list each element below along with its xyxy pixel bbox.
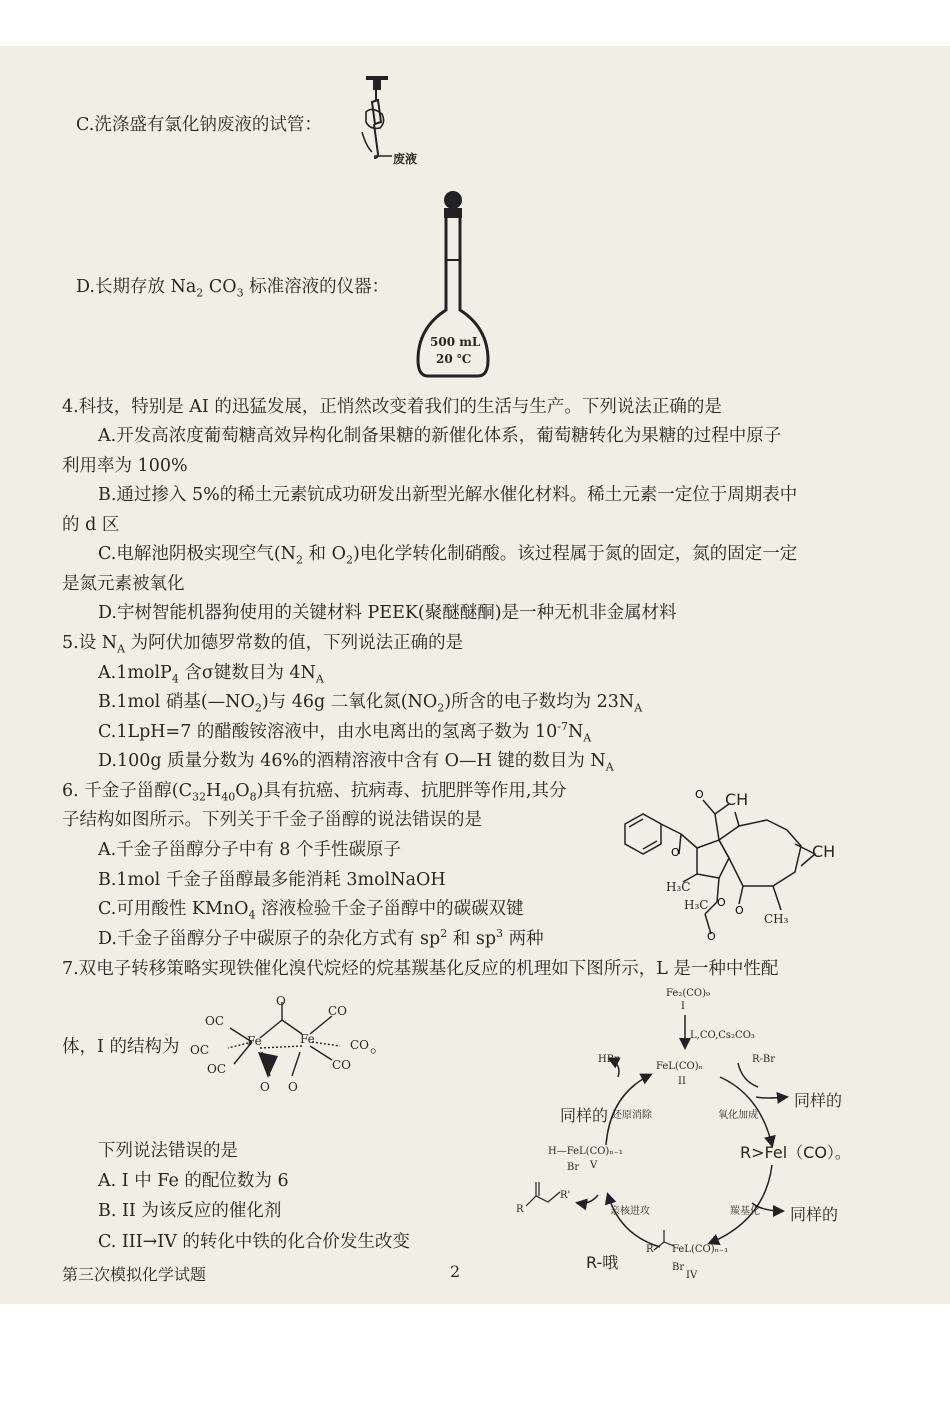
q6-stem-cont: 子结构如图所示。下列关于千金子甾醇的说法错误的是 <box>62 810 482 830</box>
cycle-hbr: HBr <box>598 1054 619 1065</box>
overlay-annotation-5: R-哦 <box>586 1253 619 1272</box>
fe-label-oc-1: OC <box>205 1014 225 1028</box>
q5-option-b: B.1mol 硝基$(—NO_2)$与 46g 二氧化氮$(NO_2)$所含的电子数均为 $23N_A$ <box>98 692 643 715</box>
q5-option-a: A.1molP$_4$ 含σ键数目为 $4N_A$ <box>98 663 324 686</box>
fe-label-oc-3: OC <box>207 1062 227 1076</box>
fe-label-o-bridge: O <box>276 994 286 1008</box>
cycle-reductive-elimination: 还原消除 <box>612 1110 652 1121</box>
q7-stem-cont-a: 体，I 的结构为 <box>62 1037 180 1057</box>
cycle-reagents: L,CO,Cs₂CO₃ <box>690 1030 755 1041</box>
fe-label-o-2: O <box>260 1080 270 1094</box>
cycle-iv-br: Br <box>672 1262 685 1273</box>
svg-text:O: O <box>735 904 744 917</box>
flask-volume-label: 500 mL <box>430 335 481 349</box>
q7-wrong-stem: 下列说法错误的是 <box>98 1141 238 1161</box>
cycle-label-v: V <box>590 1160 598 1171</box>
q4-stem: 4.科技，特别是 AI 的迅猛发展，正悄然改变着我们的生活与生产。下列说法正确的是 <box>62 397 722 417</box>
svg-text:O: O <box>671 846 680 859</box>
q6-option-b: B.1mol 千金子甾醇最多能消耗 3molNaOH <box>98 870 446 890</box>
cycle-v-br: Br <box>567 1162 580 1173</box>
q4-option-b-cont: 的 d 区 <box>62 515 120 535</box>
footer-exam-title: 第三次模拟化学试题 <box>62 1265 207 1284</box>
fe-label-co-2: CO <box>350 1038 370 1052</box>
q7-option-b: B. II 为该反应的催化剂 <box>98 1201 282 1221</box>
cycle-feLco-n-1: FeL(CO)ₙ₋₁ <box>672 1244 729 1255</box>
fe-label-oc-2: OC <box>190 1043 210 1057</box>
struct-label-ch-2: CH <box>812 842 836 861</box>
fe-label-co-3: CO <box>332 1058 352 1072</box>
svg-text:O: O <box>707 930 716 942</box>
flask-temp-label: 20 ℃ <box>436 352 472 366</box>
fe-label-fe-1: Fe <box>247 1034 262 1048</box>
struct-label-ch-1: CH <box>725 790 749 809</box>
footer-page-number: 2 <box>450 1262 461 1281</box>
overlay-annotation-4: 同样的 <box>790 1205 839 1224</box>
overlay-annotation-1: 同样的 <box>560 1106 609 1125</box>
struct-label-h3c-1: H₃C <box>666 880 691 894</box>
cycle-fe2co9: Fe₂(CO)₉ <box>666 988 710 999</box>
cycle-label-iv: IV <box>686 1270 698 1281</box>
q4-option-a-cont: 利用率为 100% <box>62 456 188 476</box>
q4-option-b: B.通过掺入 5%的稀土元素钪成功研发出新型光解水催化材料。稀土元素一定位于周期表中 <box>98 485 798 505</box>
q3-option-d: D.长期存放 $Na_2$ $CO_3$ 标准溶液的仪器： <box>76 277 390 300</box>
q4-option-c-cont: 是氮元素被氧化 <box>62 574 185 594</box>
q7-stem-cont-b: 。 <box>370 1037 388 1057</box>
cycle-carbonylation: 羰基化 <box>730 1206 760 1217</box>
cycle-rbr: R-Br <box>752 1054 776 1065</box>
fe-label-o-3: O <box>288 1080 298 1094</box>
cycle-label-ii: II <box>678 1076 686 1087</box>
q6-option-a: A.千金子甾醇分子中有 8 个手性碳原子 <box>98 840 401 860</box>
q7-stem: 7.双电子转移策略实现铁催化溴代烷烃的烷基羰基化反应的机理如下图所示，L 是一种中性配 <box>62 959 779 979</box>
cycle-h-feLco: H—FeL(CO)ₙ₋₁ <box>548 1146 623 1157</box>
q6-stem: 6. 千金子甾醇$(C_{32}H_{40}O_8)$具有抗癌、抗病毒、抗肥胖等作用,其分 <box>62 781 567 804</box>
ester-r: R <box>516 1204 524 1215</box>
q4-option-d: D.宇树智能机器狗使用的关键材料 PEEK(聚醚醚酮)是一种无机非金属材料 <box>98 603 677 623</box>
waste-liquid-label: 废液 <box>393 152 418 166</box>
cycle-oxidative-addition: 氧化加成 <box>718 1110 758 1121</box>
q5-stem: 5.设 $N_A$ 为阿伏加德罗常数的值，下列说法正确的是 <box>62 633 464 656</box>
cycle-label-i: I <box>681 1001 685 1012</box>
ester-r-prime: R' <box>560 1190 571 1201</box>
overlay-annotation-3: R>Fel（CO）。 <box>740 1143 851 1162</box>
cycle-feLco-n: FeL(CO)ₙ <box>656 1061 703 1072</box>
svg-text:O: O <box>695 788 704 801</box>
q7-option-a: A. I 中 Fe 的配位数为 6 <box>98 1171 289 1191</box>
struct-label-ch3: CH₃ <box>764 912 789 926</box>
overlay-annotation-2: 同样的 <box>794 1091 843 1110</box>
svg-text:O: O <box>717 896 726 909</box>
q4-option-c: C.电解池阴极实现空气($N_2$ 和 $O_2$)电化学转化制硝酸。该过程属于氮的固定，氮的固定一定 <box>98 544 798 567</box>
struct-label-h3c-2: H₃C <box>684 898 709 912</box>
q3-option-c: C.洗涤盛有氯化钠废液的试管： <box>76 115 322 135</box>
q7-option-c: C. III→IV 的转化中铁的化合价发生改变 <box>98 1232 410 1252</box>
q4-option-a: A.开发高浓度葡萄糖高效异构化制备果糖的新催化体系，葡萄糖转化为果糖的过程中原子 <box>98 426 782 446</box>
fe-label-co-1: CO <box>328 1004 348 1018</box>
q5-option-d: D.100g 质量分数为 46%的酒精溶液中含有 O—H 键的数目为 $N_A$ <box>98 751 614 774</box>
cycle-nucleophilic-attack: 亲核进攻 <box>610 1206 650 1217</box>
q6-option-c: C.可用酸性 KMnO$_4$ 溶液检验千金子甾醇中的碳碳双键 <box>98 899 524 922</box>
acyl-r: R <box>646 1244 654 1255</box>
q5-option-c: C.1LpH=7 的醋酸铵溶液中，由水电离出的氢离子数为 $10^{-7}N_A$ <box>98 720 592 745</box>
q6-option-d: D.千金子甾醇分子中碳原子的杂化方式有 $sp^2$ 和 $sp^3$ 两种 <box>98 927 544 949</box>
fe-label-fe-2: Fe <box>300 1032 315 1046</box>
